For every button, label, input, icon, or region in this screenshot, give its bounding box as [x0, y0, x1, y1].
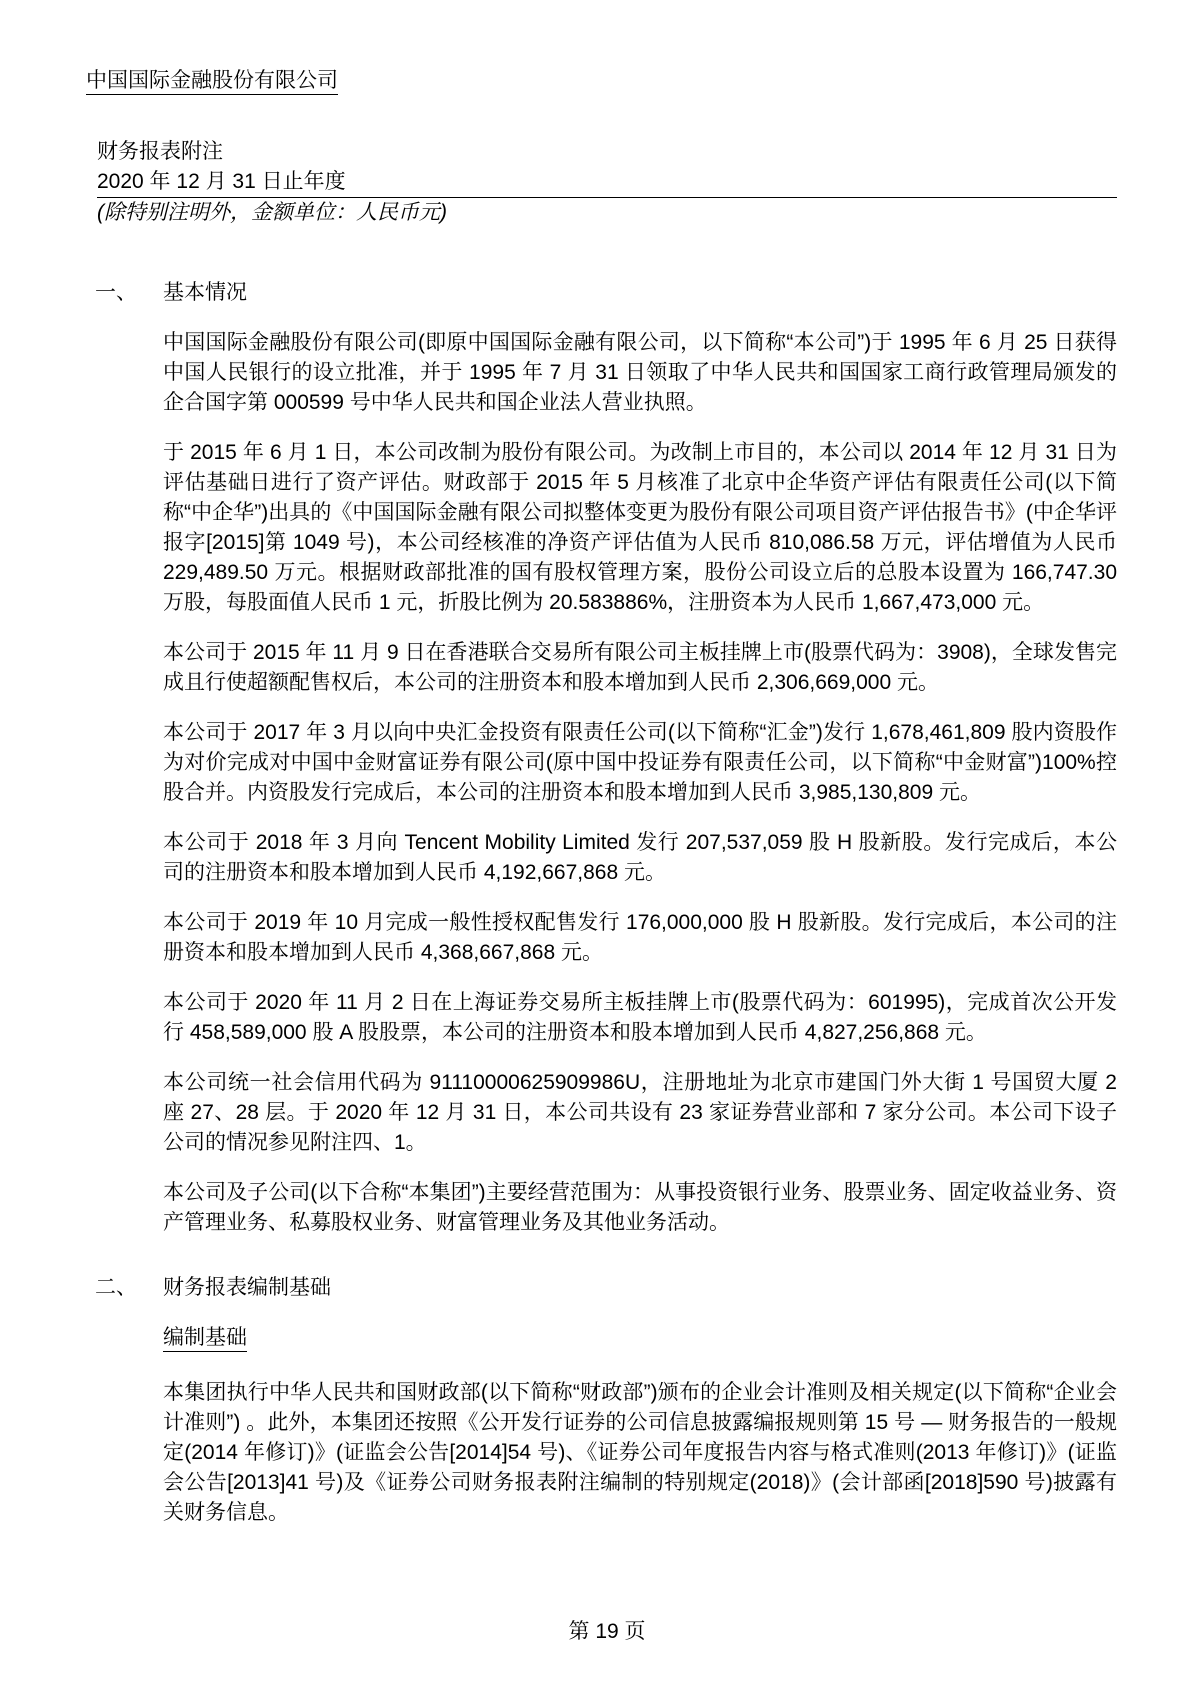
paragraph: 中国国际金融股份有限公司(即原中国国际金融有限公司，以下简称“本公司”)于 1995 年 6 月 25 日获得中国人民银行的设立批准，并于 1995 年 7 月 31 日领取了中华人民共和国国家工商行政管理局颁发的企合国字第 000599 号中华人民共和国企业法人营业执照。: [163, 331, 1117, 414]
paragraph: 于 2015 年 6 月 1 日，本公司改制为股份有限公司。为改制上市目的，本公司以 2014 年 12 月 31 日为评估基础日进行了资产评估。财政部于 2015 年 5 月核准了北京中企华资产评估有限责任公司(以下简称“中企华”)出具的《中国国际金融有限公司拟整体变更为股份有限公司项目资产评估报告书》(中企华评报字[2015]第 1049 号)，本公司经核准的净资产评估值为人民币 810,086.58 万元，评估增值为人民币 229,489.50 万元。根据财政部批准的国有股权管理方案，股份公司设立后的总股本设置为 166,747.30 万股，每股面值人民币 1 元，折股比例为 20.583886%，注册资本为人民币 1,667,473,000 元。: [163, 441, 1117, 614]
section-title: 财务报表编制基础: [163, 1276, 331, 1299]
paragraph: 本公司于 2017 年 3 月以向中央汇金投资有限责任公司(以下简称“汇金”)发行 1,678,461,809 股内资股作为对价完成对中国中金财富证券有限公司(原中国中投证券有限责任公司，以下简称“中金财富”)100%控股合并。内资股发行完成后，本公司的注册资本和股本增加到人民币 3,985,130,809 元。: [163, 721, 1117, 804]
paragraph: 本公司及子公司(以下合称“本集团”)主要经营范围为：从事投资银行业务、股票业务、固定收益业务、资产管理业务、私募股权业务、财富管理业务及其他业务活动。: [163, 1181, 1117, 1234]
section-title: 基本情况: [163, 281, 247, 304]
paragraph: 本公司于 2019 年 10 月完成一般性授权配售发行 176,000,000 股 H 股新股。发行完成后，本公司的注册资本和股本增加到人民币 4,368,667,868 元。: [163, 911, 1117, 964]
period-line: [97, 167, 1117, 198]
section-number: 一、: [95, 281, 137, 304]
paragraph: 本公司于 2018 年 3 月向 Tencent Mobility Limited 发行 207,537,059 股 H 股新股。发行完成后，本公司的注册资本和股本增加到人民币 4,192,667,868 元。: [163, 831, 1117, 884]
paragraph: 本公司于 2020 年 11 月 2 日在上海证券交易所主板挂牌上市(股票代码为：601995)，完成首次公开发行 458,589,000 股 A 股股票，本公司的注册资本和股本增加到人民币 4,827,256,868 元。: [163, 991, 1117, 1044]
currency-note: (除特别注明外，金额单位：人民币元): [97, 201, 447, 224]
page-number: 第 19 页: [568, 1620, 646, 1643]
section-heading-1: [95, 278, 1190, 308]
paragraph: 本集团执行中华人民共和国财政部(以下简称“财政部”)颁布的企业会计准则及相关规定(以下简称“企业会计准则”) 。此外，本集团还按照《公开发行证券的公司信息披露编报规则第 15 号 — 财务报告的一般规定(2014 年修订)》(证监会公告[2014]54 号)、《证券公司年度报告内容与格式准则(2013 年修订)》(证监会公告[2013]41 号)及《证券公司财务报表附注编制的特别规定(2018)》(会计部函[2018]590 号)披露有关财务信息。: [163, 1381, 1117, 1524]
company-name-text: 中国国际金融股份有限公司: [86, 69, 338, 95]
document-header: [97, 137, 1117, 228]
paragraph: 本公司统一社会信用代码为 91110000625909986U，注册地址为北京市建国门外大街 1 号国贸大厦 2 座 27、28 层。于 2020 年 12 月 31 日，本公司共设有 23 家证券营业部和 7 家分公司。本公司下设子公司的情况参见附注四、1。: [163, 1071, 1117, 1154]
period-text: 2020 年 12 月 31 日止年度: [97, 170, 346, 193]
doc-title: 财务报表附注: [97, 140, 223, 163]
paragraph: 本公司于 2015 年 11 月 9 日在香港联合交易所有限公司主板挂牌上市(股票代码为：3908)，全球发售完成且行使超额配售权后，本公司的注册资本和股本增加到人民币 2,306,669,000 元。: [163, 641, 1117, 694]
subsection-heading: [163, 1323, 1190, 1353]
section-number: 二、: [95, 1276, 137, 1299]
section-heading-2: [95, 1273, 1190, 1303]
subsection-heading-text: 编制基础: [163, 1326, 247, 1352]
company-name: [86, 66, 1190, 96]
